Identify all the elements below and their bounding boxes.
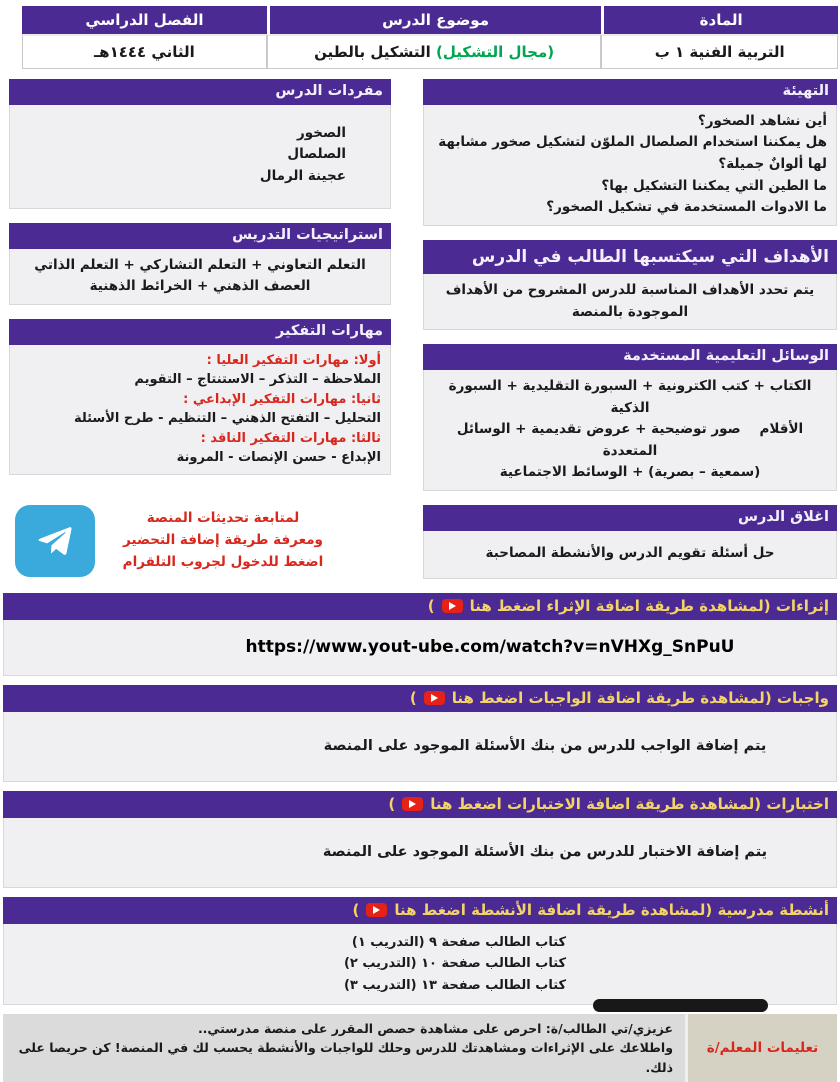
warmup-line: هل يمكننا استخدام الصلصال الملوّن لتشكيل صخور مشابهة لها ألوانٌ جميلة؟	[438, 134, 827, 173]
section-strategies	[9, 223, 391, 305]
teacher-instructions-label: تعليمات المعلم/ة	[685, 1014, 837, 1082]
banner-tests-body	[3, 818, 837, 888]
section-teaching-aids	[423, 344, 837, 491]
banner-tests	[3, 791, 837, 888]
telegram-prompt-line: ومعرفة طريقة إضافة التحضير	[123, 531, 323, 548]
youtube-icon[interactable]	[402, 797, 423, 811]
section-title-vocabulary: مفردات الدرس	[9, 79, 391, 105]
banner-tests-suffix: )	[388, 794, 396, 813]
banner-homework	[3, 685, 837, 782]
warmup-line: ما الطين التي يمكننا التشكيل بها؟	[601, 177, 827, 194]
banner-tests-titlebar[interactable]	[3, 791, 837, 818]
teacher-instructions-body	[3, 1014, 685, 1082]
vocabulary-item: الصلصال	[287, 146, 346, 163]
banner-activities-suffix: )	[352, 900, 360, 919]
topic-lesson-name: التشكيل بالطين	[314, 43, 431, 61]
strategy-line: العصف الذهني + الخرائط الذهنية	[89, 278, 311, 295]
warmup-line: ما الادوات المستخدمة في تشكيل الصخور؟	[546, 199, 827, 216]
lesson-plan-page	[0, 6, 840, 1075]
vocabulary-item: عجينة الرمال	[259, 168, 346, 185]
topic-domain-green: (مجال التشكيل)	[436, 43, 555, 61]
teacher-instructions-line: عزيزي/تي الطالب/ة: احرص على مشاهدة حصص المقرر على منصة مدرستي..	[197, 1021, 673, 1037]
section-body-objectives: يتم تحدد الأهداف المناسبة للدرس المشروح من الأهداف الموجودة بالمنصة	[423, 274, 837, 330]
banner-homework-title: واجبات (لمشاهدة طريقة اضافة الواجبات اضغط هنا	[451, 688, 829, 707]
topic-value	[267, 34, 602, 69]
teacher-instructions-line: واطلاعك على الإثراءات ومشاهدتك للدرس وحلك للواجبات والأنشطة يحسب لك في المنصة! كن حريصا على ذلك.	[18, 1040, 673, 1075]
telegram-icon[interactable]	[15, 505, 95, 577]
strategy-line: التعلم التعاوني + التعلم التشاركي + التعلم الذاتي	[34, 256, 366, 273]
topic-header: موضوع الدرس	[267, 6, 602, 34]
thinking-line: الملاحظة – التذكر – الاستنتاج – التقويم	[134, 372, 381, 388]
left-column	[9, 79, 391, 581]
aids-line: الأقلام صور توضيحية + عروض تقديمية + الوسائل المتعددة	[456, 421, 804, 459]
section-warmup	[423, 79, 837, 226]
section-title-objectives: الأهداف التي سيكتسبها الطالب في الدرس	[423, 240, 837, 274]
banner-enrichment-titlebar[interactable]	[3, 593, 837, 620]
banner-enrichment-body	[3, 620, 837, 676]
section-body-vocabulary	[9, 105, 391, 209]
section-body-closing: حل أسئلة تقويم الدرس والأنشطة المصاحبة	[423, 531, 837, 579]
banner-enrichment-title: إثراءات (لمشاهدة طريقة اضافة الإثراء اضغط هنا	[469, 596, 829, 615]
aids-line: الكتاب + كتب الكترونية + السبورة التقليدية + السبورة الذكية	[448, 377, 812, 416]
subject-value: التربية الفنية ١ ب	[601, 34, 838, 69]
activity-item: كتاب الطالب صفحة ٩ (التدريب ١)	[351, 934, 567, 950]
telegram-prompt-line: لمتابعة تحديثات المنصة	[146, 510, 300, 527]
banner-homework-suffix: )	[409, 688, 417, 707]
section-title-thinking-skills: مهارات التفكير	[9, 319, 391, 345]
section-body-thinking-skills	[9, 345, 391, 475]
section-title-closing: اغلاق الدرس	[423, 505, 837, 531]
telegram-group-block[interactable]	[9, 501, 391, 581]
telegram-prompt-line: اضغط للدخول لجروب التلقرام	[122, 553, 324, 570]
thinking-line: التحليل – التفتح الذهني – التنظيم - طرح الأسئلة	[73, 411, 381, 427]
right-column	[423, 79, 837, 593]
thinking-heading: أولا: مهارات التفكير العليا :	[206, 352, 381, 368]
section-title-strategies: استراتيجيات التدريس	[9, 223, 391, 249]
aids-line: (سمعية – بصرية) + الوسائط الاجتماعية	[499, 464, 761, 481]
teacher-instructions-row	[3, 1014, 837, 1082]
tests-note: يتم إضافة الاختبار للدرس من بنك الأسئلة الموجود على المنصة	[322, 844, 768, 861]
thinking-line: الإبداع - حسن الإنصات - المرونة	[176, 450, 381, 466]
subject-header: المادة	[601, 6, 838, 34]
section-body-warmup	[423, 105, 837, 226]
youtube-icon[interactable]	[424, 691, 445, 705]
enrichment-video-link[interactable]: https://www.yout-ube.com/watch?v=nVHXg_SnPuU	[245, 637, 735, 658]
banner-activities-body	[3, 924, 837, 1005]
section-thinking-skills	[9, 319, 391, 475]
lesson-info-table	[22, 6, 838, 69]
columns-area	[0, 79, 840, 593]
section-title-warmup: التهيئة	[423, 79, 837, 105]
banner-enrichment	[3, 593, 837, 676]
banner-homework-titlebar[interactable]	[3, 685, 837, 712]
banner-homework-body	[3, 712, 837, 782]
vocabulary-item: الصخور	[297, 124, 346, 141]
section-body-strategies	[9, 249, 391, 305]
thinking-heading: ثالثا: مهارات التفكير الناقد :	[200, 430, 381, 446]
section-body-teaching-aids	[423, 370, 837, 491]
semester-header: الفصل الدراسي	[22, 6, 267, 34]
section-objectives	[423, 240, 837, 330]
activity-item: كتاب الطالب صفحة ١٠ (التدريب ٢)	[343, 956, 567, 972]
telegram-prompt-text	[95, 508, 381, 573]
youtube-icon[interactable]	[366, 903, 387, 917]
activities-list	[344, 932, 566, 996]
section-closing	[423, 505, 837, 579]
banner-activities	[3, 897, 837, 1005]
section-title-teaching-aids: الوسائل التعليمية المستخدمة	[423, 344, 837, 370]
banner-enrichment-suffix: )	[427, 596, 435, 615]
section-vocabulary	[9, 79, 391, 209]
homework-note: يتم إضافة الواجب للدرس من بنك الأسئلة الموجود على المنصة	[323, 738, 767, 755]
youtube-icon[interactable]	[442, 599, 463, 613]
banner-activities-title: أنشطة مدرسية (لمشاهدة طريقة اضافة الأنشطة اضغط هنا	[394, 900, 829, 919]
activity-item: كتاب الطالب صفحة ١٣ (التدريب ٣)	[343, 977, 567, 993]
banner-activities-titlebar[interactable]	[3, 897, 837, 924]
semester-value: الثاني ١٤٤٤هـ	[22, 34, 267, 69]
warmup-line: أين نشاهد الصخور؟	[697, 112, 827, 129]
banner-tests-title: اختبارات (لمشاهدة طريقة اضافة الاختبارات اضغط هنا	[430, 794, 829, 813]
bottom-handle-bar	[593, 999, 768, 1012]
thinking-heading: ثانيا: مهارات التفكير الإبداعي :	[183, 391, 381, 407]
